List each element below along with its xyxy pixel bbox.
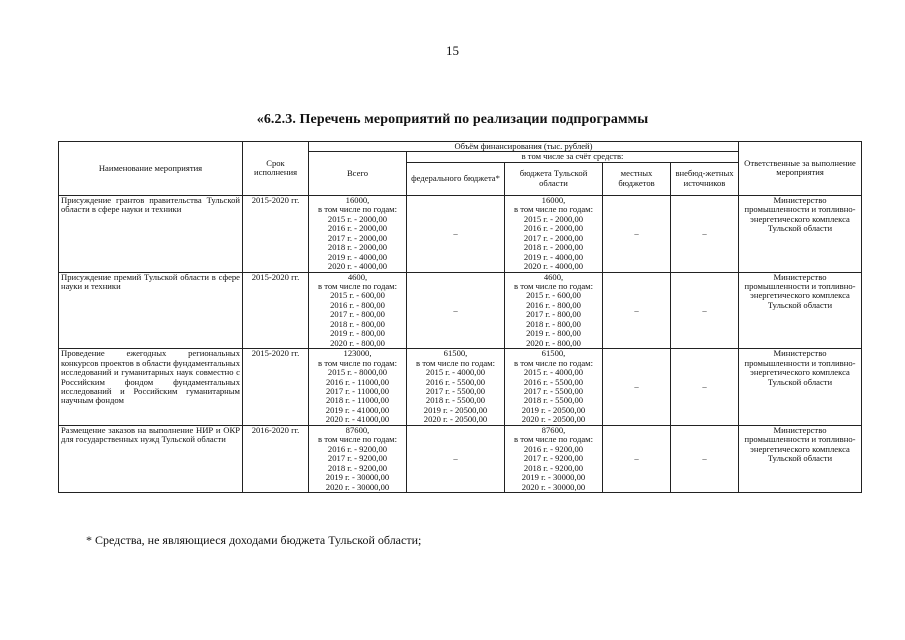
regional-cell-line: 2016 г. - 5500,00 [523,376,584,387]
term-cell: 2016-2020 гг. [243,425,309,492]
total-cell-line: 2017 г. - 800,00 [330,309,385,320]
table-row [59,195,862,272]
federal-cell-line: 61500, [443,348,468,359]
total-cell-line: в том числе по годам: [318,280,397,291]
table-row [59,272,862,349]
federal-cell-line: 2015 г. - 4000,00 [425,367,486,378]
total-cell-line: 2019 г. - 800,00 [330,328,385,339]
regional-cell-line: 2016 г. - 800,00 [526,299,581,310]
regional-cell-line: 2015 г. - 4000,00 [523,367,584,378]
total-cell-line: в том числе по годам: [318,357,397,368]
total-cell-line: 2020 г. - 800,00 [330,337,385,348]
total-cell-line: 2020 г. - 4000,00 [327,261,388,272]
federal-cell-line: 2020 г. - 20500,00 [423,414,488,425]
table-row [59,425,862,492]
total-cell-line: 2015 г. - 600,00 [330,290,385,301]
responsible-cell: Министерство промышленности и топливно-энергетического комплекса Тульской области [739,195,862,272]
regional-cell-line: 2017 г. - 800,00 [526,309,581,320]
total-cell-line: 2017 г. - 9200,00 [327,453,388,464]
total-cell-line: 2017 г. - 11000,00 [325,385,390,396]
regional-cell [505,349,603,426]
responsible-cell: Министерство промышленности и топливно-энергетического комплекса Тульской области [739,425,862,492]
total-cell-line: 2020 г. - 41000,00 [325,414,390,425]
regional-cell-line: 2018 г. - 5500,00 [523,395,584,406]
extra-cell: – [671,425,739,492]
term-cell: 2015-2020 гг. [243,272,309,349]
total-cell-line: 87600, [345,424,370,435]
term-cell: 2015-2020 гг. [243,195,309,272]
header-extra: внебюд-жетных источников [671,162,739,195]
regional-cell-line: в том числе по годам: [514,357,593,368]
local-cell: – [603,195,671,272]
regional-cell-line: 2019 г. - 800,00 [526,328,581,339]
activity-name-cell: Проведение ежегодных региональных конкурсов проектов в области фундаментальных исследований и гуманитарных наук совместно с Российским фондом фундаментальных исследований и Российским гуманитарным научным фондом [59,349,243,426]
federal-cell-line: 2016 г. - 5500,00 [425,376,486,387]
regional-cell-line: 2019 г. - 30000,00 [521,472,586,483]
regional-cell-line: в том числе по годам: [514,434,593,445]
local-cell: – [603,349,671,426]
total-cell-line: 2016 г. - 800,00 [330,299,385,310]
regional-cell-line: 2020 г. - 30000,00 [521,481,586,492]
total-cell-line: в том числе по годам: [318,434,397,445]
total-cell-line: 2015 г. - 2000,00 [327,213,388,224]
regional-cell-line: 2020 г. - 800,00 [526,337,581,348]
total-cell-line: 2016 г. - 2000,00 [327,223,388,234]
total-cell [309,425,407,492]
regional-cell-line: 16000, [541,194,566,205]
table-body [59,195,862,492]
regional-cell [505,425,603,492]
regional-cell-line: 4600, [543,271,564,282]
local-cell: – [603,425,671,492]
total-cell-line: 2018 г. - 2000,00 [327,242,388,253]
footnote: * Средства, не являющиеся доходами бюджета Тульской области; [86,533,422,547]
extra-cell: – [671,349,739,426]
responsible-cell: Министерство промышленности и топливно-энергетического комплекса Тульской области [739,272,862,349]
total-cell-line: 2016 г. - 9200,00 [327,443,388,454]
federal-cell-line: в том числе по годам: [416,357,495,368]
local-cell: – [603,272,671,349]
header-regional: бюджета Тульской области [505,162,603,195]
term-cell: 2015-2020 гг. [243,349,309,426]
header-local: местных бюджетов [603,162,671,195]
federal-cell [407,272,505,349]
regional-cell-line: 2017 г. - 2000,00 [523,232,584,243]
total-cell-line: в том числе по годам: [318,204,397,215]
total-cell [309,195,407,272]
federal-cell-line: – [453,304,458,315]
total-cell-line: 2015 г. - 8000,00 [327,367,388,378]
total-cell-line: 2018 г. - 9200,00 [327,462,388,473]
federal-cell-line: 2019 г. - 20500,00 [423,404,488,415]
total-cell-line: 2018 г. - 800,00 [330,318,385,329]
table-row [59,349,862,426]
regional-cell-line: 2015 г. - 600,00 [526,290,581,301]
regional-cell-line: 2016 г. - 2000,00 [523,223,584,234]
total-cell-line: 2016 г. - 11000,00 [325,376,390,387]
federal-cell-line: – [453,227,458,238]
responsible-cell: Министерство промышленности и топливно-энергетического комплекса Тульской области [739,349,862,426]
header-volume: Объём финансирования (тыс. рублей) [309,142,739,152]
regional-cell-line: 2020 г. - 20500,00 [521,414,586,425]
header-name: Наименование мероприятия [59,142,243,196]
regional-cell-line: 61500, [541,348,566,359]
regional-cell-line: 2018 г. - 800,00 [526,318,581,329]
federal-cell [407,349,505,426]
federal-cell-line: 2017 г. - 5500,00 [425,385,486,396]
extra-cell: – [671,272,739,349]
regional-cell-line: 2015 г. - 2000,00 [523,213,584,224]
federal-cell [407,425,505,492]
regional-cell-line: 2019 г. - 20500,00 [521,404,586,415]
total-cell-line: 2019 г. - 30000,00 [325,472,390,483]
total-cell-line: 2019 г. - 4000,00 [327,251,388,262]
regional-cell-line: 2017 г. - 9200,00 [523,453,584,464]
total-cell-line: 2020 г. - 30000,00 [325,481,390,492]
regional-cell [505,195,603,272]
activity-name-cell: Присуждение грантов правительства Тульской области в сфере науки и техники [59,195,243,272]
activities-table [58,141,862,493]
regional-cell-line: 2017 г. - 5500,00 [523,385,584,396]
header-total: Всего [309,152,407,195]
federal-cell-line: 2018 г. - 5500,00 [425,395,486,406]
regional-cell-line: в том числе по годам: [514,204,593,215]
regional-cell-line: 2018 г. - 2000,00 [523,242,584,253]
page-number: 15 [446,43,459,58]
extra-cell: – [671,195,739,272]
total-cell-line: 2019 г. - 41000,00 [325,404,390,415]
regional-cell-line: в том числе по годам: [514,280,593,291]
regional-cell-line: 87600, [541,424,566,435]
page-title: «6.2.3. Перечень мероприятий по реализации подпрограммы [256,112,649,127]
total-cell-line: 16000, [345,194,370,205]
total-cell [309,349,407,426]
federal-cell-line: – [453,453,458,464]
header-term: Срок исполнения [243,142,309,196]
activity-name-cell: Размещение заказов на выполнение НИР и ОКР для государственных нужд Тульской области [59,425,243,492]
header-including: в том числе за счёт средств: [407,152,739,162]
regional-cell-line: 2018 г. - 9200,00 [523,462,584,473]
total-cell-line: 2017 г. - 2000,00 [327,232,388,243]
regional-cell [505,272,603,349]
header-federal: федерального бюджета* [407,162,505,195]
total-cell-line: 2018 г. - 11000,00 [325,395,390,406]
regional-cell-line: 2016 г. - 9200,00 [523,443,584,454]
regional-cell-line: 2019 г. - 4000,00 [523,251,584,262]
regional-cell-line: 2020 г. - 4000,00 [523,261,584,272]
header-responsible: Ответственные за выполнение мероприятия [739,142,862,196]
federal-cell [407,195,505,272]
total-cell-line: 4600, [347,271,368,282]
activity-name-cell: Присуждение премий Тульской области в сфере науки и техники [59,272,243,349]
total-cell [309,272,407,349]
total-cell-line: 123000, [343,348,372,359]
